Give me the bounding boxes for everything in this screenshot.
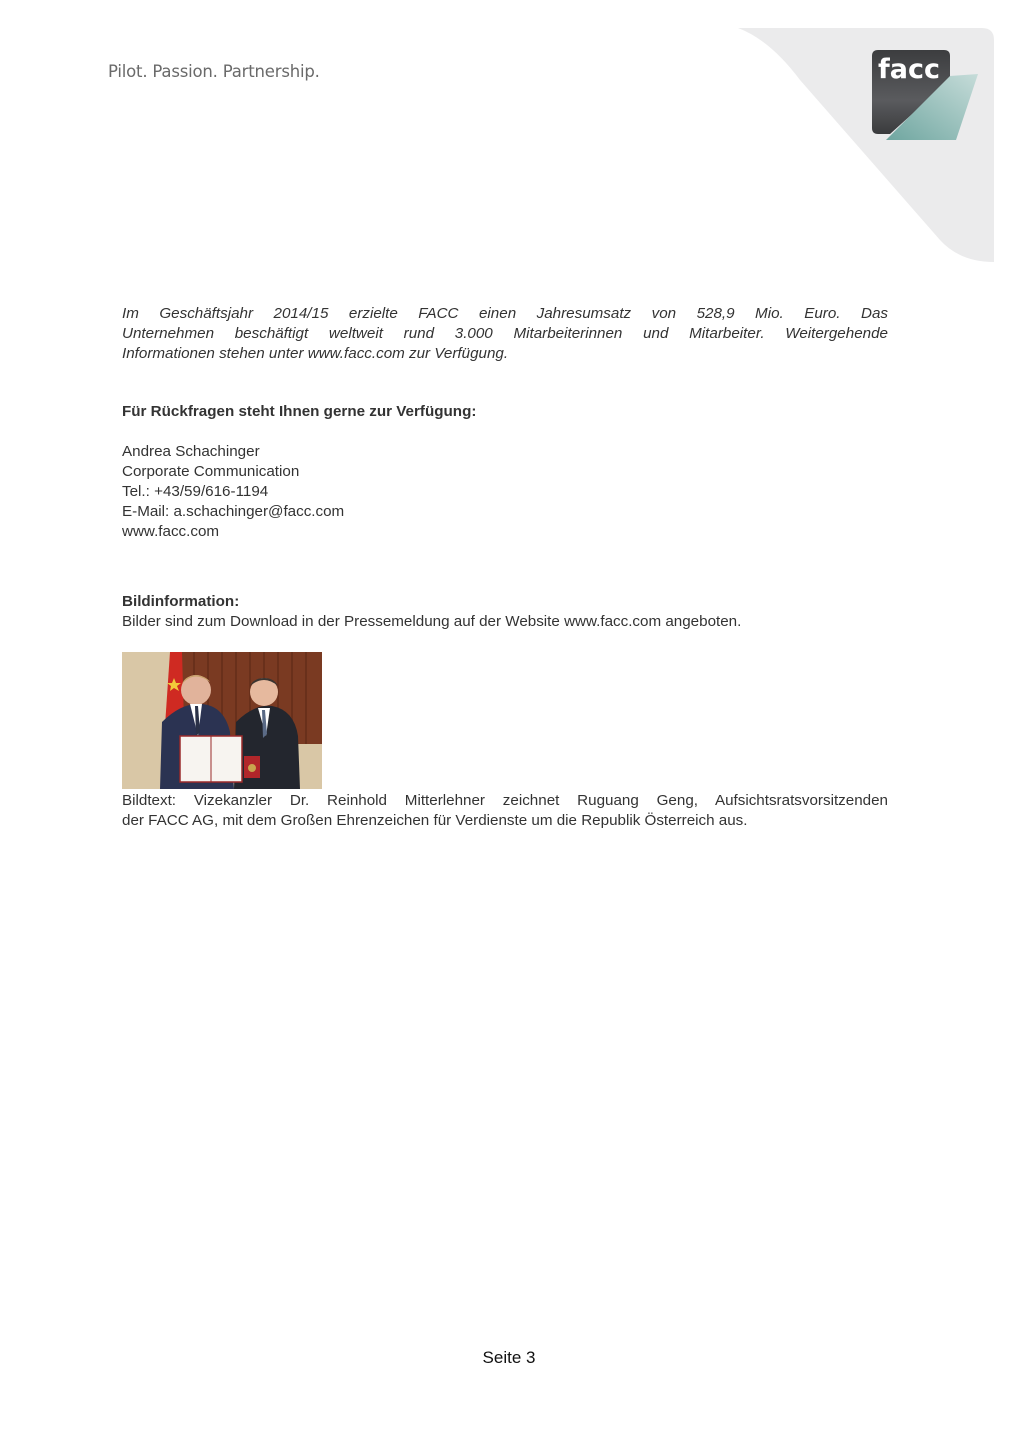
photo-caption xyxy=(122,791,888,831)
summary-line: Informationen stehen unter www.facc.com zur Verfügung. xyxy=(122,345,509,362)
facc-logo xyxy=(870,50,980,142)
contact-department: Corporate Communication xyxy=(122,463,300,480)
contact-website[interactable]: www.facc.com xyxy=(122,523,220,540)
page-number: Seite 3 xyxy=(482,1348,536,1367)
contact-heading: Für Rückfragen steht Ihnen gerne zur Verfügung: xyxy=(122,403,477,420)
summary-line: Unternehmen beschäftigt weltweit rund 3.000 Mitarbeiterinnen und Mitarbeiter. Weitergehende xyxy=(122,325,888,342)
contact-name: Andrea Schachinger xyxy=(122,443,260,460)
caption-line: Bildtext: Vizekanzler Dr. Reinhold Mitterlehner zeichnet Ruguang Geng, Aufsichtsratsvorsitzenden xyxy=(122,792,888,809)
contact-email[interactable]: E-Mail: a.schachinger@facc.com xyxy=(122,503,345,520)
image-info-text: Bilder sind zum Download in der Pressemeldung auf der Website www.facc.com angeboten. xyxy=(122,613,742,630)
header-corner-decoration xyxy=(0,0,1018,300)
company-tagline: Pilot. Passion. Partnership. xyxy=(108,62,320,81)
image-info-heading: Bildinformation: xyxy=(122,593,240,610)
caption-line: der FACC AG, mit dem Großen Ehrenzeichen für Verdienste um die Republik Österreich aus. xyxy=(122,812,748,829)
summary-line: Im Geschäftsjahr 2014/15 erzielte FACC einen Jahresumsatz von 528,9 Mio. Euro. Das xyxy=(122,305,888,322)
contact-phone: Tel.: +43/59/616-1194 xyxy=(122,483,269,500)
press-photo xyxy=(122,652,322,789)
logo-text: facc xyxy=(878,54,940,85)
contact-block xyxy=(122,442,344,542)
company-summary-paragraph xyxy=(122,304,888,364)
